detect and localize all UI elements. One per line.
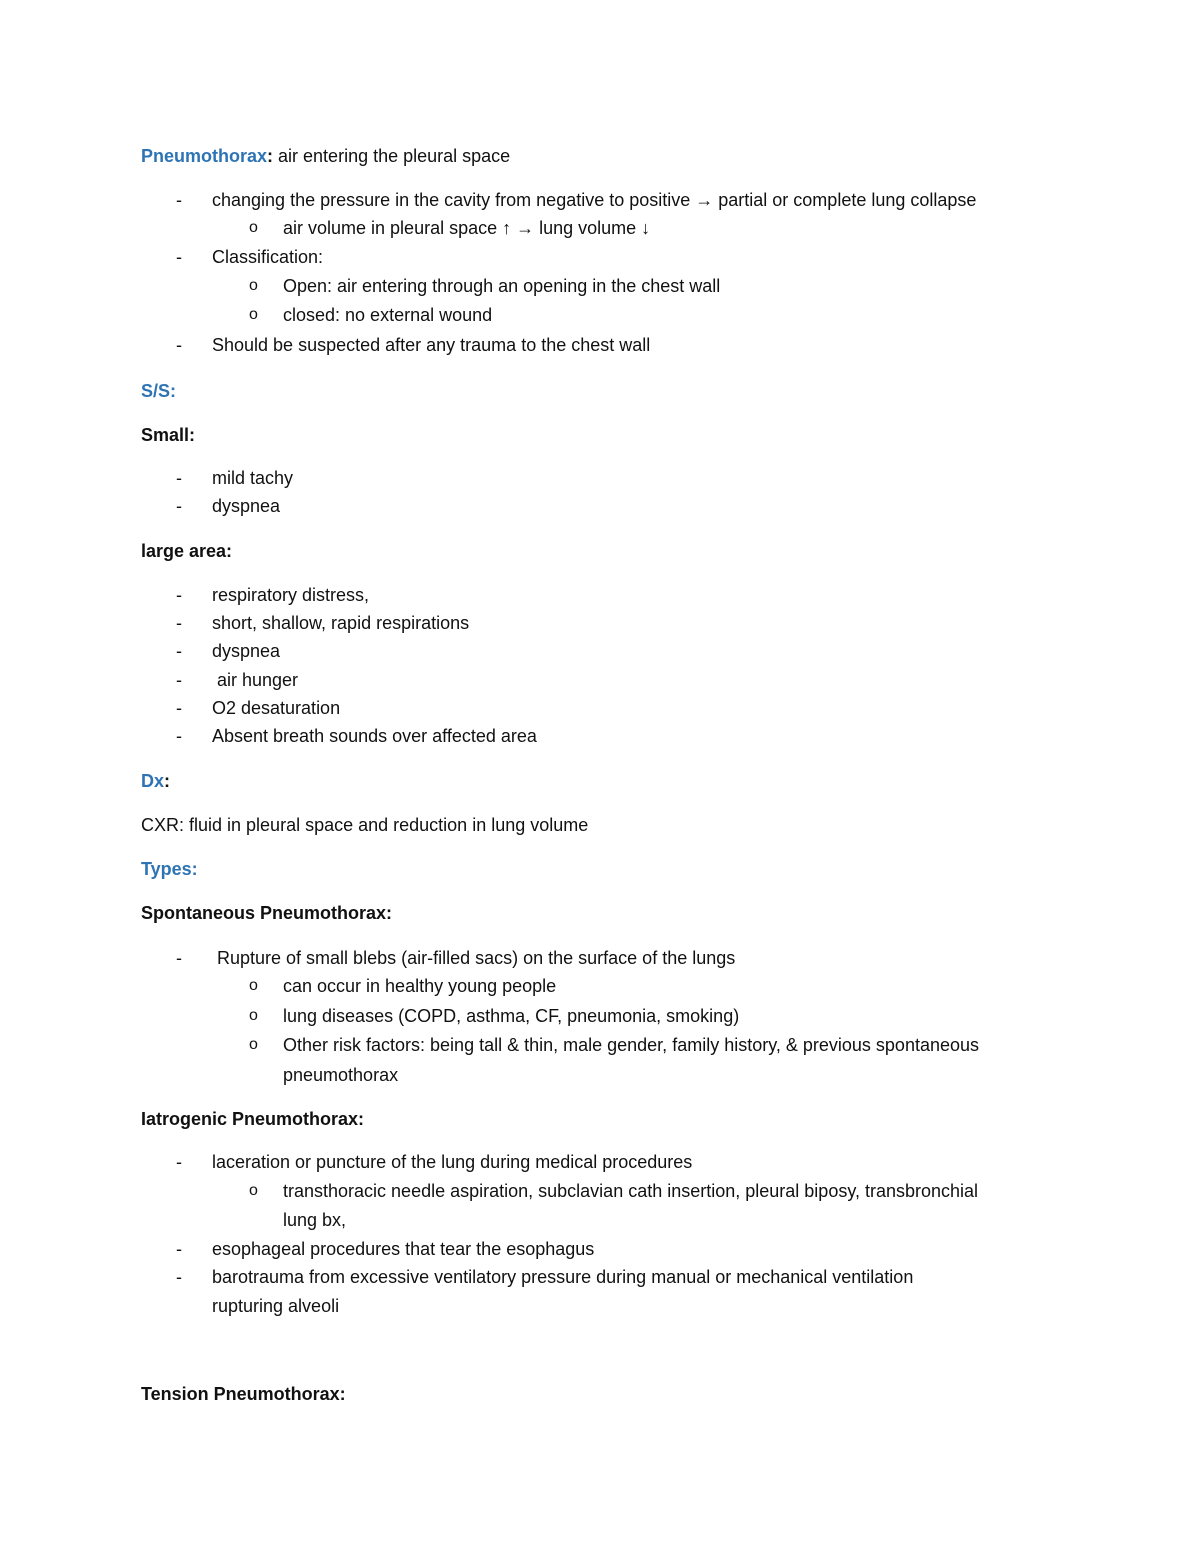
tension-label: Tension Pneumothorax: xyxy=(141,1384,346,1404)
list-item: barotrauma from excessive ventilatory pressure during manual or mechanical ventilation xyxy=(212,1267,914,1287)
dash-marker: - xyxy=(176,726,182,746)
circle-marker: o xyxy=(249,219,258,236)
list-item: transthoracic needle aspiration, subclavian cath insertion, pleural biposy, transbronchial xyxy=(283,1181,979,1201)
list-item: closed: no external wound xyxy=(283,305,493,325)
circle-marker: o xyxy=(249,1182,258,1199)
dash-marker: - xyxy=(176,468,182,488)
intro-line xyxy=(141,145,510,167)
dash-marker: - xyxy=(176,1152,182,1172)
list-item: Classification: xyxy=(212,247,324,267)
term-colon: : xyxy=(267,146,274,166)
list-item: Rupture of small blebs (air-filled sacs) on the surface of the lungs xyxy=(212,948,736,968)
dash-marker: - xyxy=(176,496,182,516)
circle-marker: o xyxy=(249,1007,258,1024)
types-heading: Types: xyxy=(141,859,198,879)
dx-text: CXR: fluid in pleural space and reduction in lung volume xyxy=(141,815,589,835)
iatrogenic-label: Iatrogenic Pneumothorax: xyxy=(141,1109,365,1129)
circle-marker: o xyxy=(249,977,258,994)
dx-colon: : xyxy=(164,771,171,791)
list-item: air volume in pleural space ↑ → lung volume ↓ xyxy=(283,218,651,238)
dash-marker: - xyxy=(176,1267,182,1287)
circle-marker: o xyxy=(249,277,258,294)
list-item: dyspnea xyxy=(212,641,281,661)
list-item-continuation: lung bx, xyxy=(283,1210,347,1230)
dash-marker: - xyxy=(176,585,182,605)
list-item-continuation: rupturing alveoli xyxy=(212,1296,340,1316)
dx-heading-line xyxy=(141,770,170,792)
list-item: short, shallow, rapid respirations xyxy=(212,613,470,633)
list-item: respiratory distress, xyxy=(212,585,370,605)
dash-marker: - xyxy=(176,670,182,690)
list-item: Absent breath sounds over affected area xyxy=(212,726,537,746)
list-item: can occur in healthy young people xyxy=(283,976,557,996)
dash-marker: - xyxy=(176,1239,182,1259)
circle-marker: o xyxy=(249,1036,258,1053)
list-item: dyspnea xyxy=(212,496,281,516)
dash-marker: - xyxy=(176,948,182,968)
dash-marker: - xyxy=(176,335,182,355)
pneumothorax-definition: air entering the pleural space xyxy=(273,146,511,166)
list-item: mild tachy xyxy=(212,468,294,488)
list-item: Other risk factors: being tall & thin, male gender, family history, & previous spontaneous xyxy=(283,1035,980,1055)
pneumothorax-term: Pneumothorax xyxy=(141,146,268,166)
list-item: air hunger xyxy=(212,670,299,690)
dash-marker: - xyxy=(176,190,182,210)
list-item: laceration or puncture of the lung during medical procedures xyxy=(212,1152,693,1172)
list-item-continuation: pneumothorax xyxy=(283,1065,399,1085)
dash-marker: - xyxy=(176,247,182,267)
list-item: changing the pressure in the cavity from negative to positive → partial or complete lung collapse xyxy=(212,190,977,210)
list-item: esophageal procedures that tear the esophagus xyxy=(212,1239,595,1259)
circle-marker: o xyxy=(249,306,258,323)
list-item: Should be suspected after any trauma to the chest wall xyxy=(212,335,651,355)
dash-marker: - xyxy=(176,698,182,718)
list-item: O2 desaturation xyxy=(212,698,341,718)
spontaneous-label: Spontaneous Pneumothorax: xyxy=(141,903,393,923)
list-item: Open: air entering through an opening in the chest wall xyxy=(283,276,721,296)
small-label: Small: xyxy=(141,425,196,445)
dx-heading: Dx xyxy=(141,771,165,791)
dash-marker: - xyxy=(176,641,182,661)
ss-heading: S/S: xyxy=(141,381,177,401)
large-area-label: large area: xyxy=(141,541,233,561)
list-item: lung diseases (COPD, asthma, CF, pneumonia, smoking) xyxy=(283,1006,740,1026)
dash-marker: - xyxy=(176,613,182,633)
